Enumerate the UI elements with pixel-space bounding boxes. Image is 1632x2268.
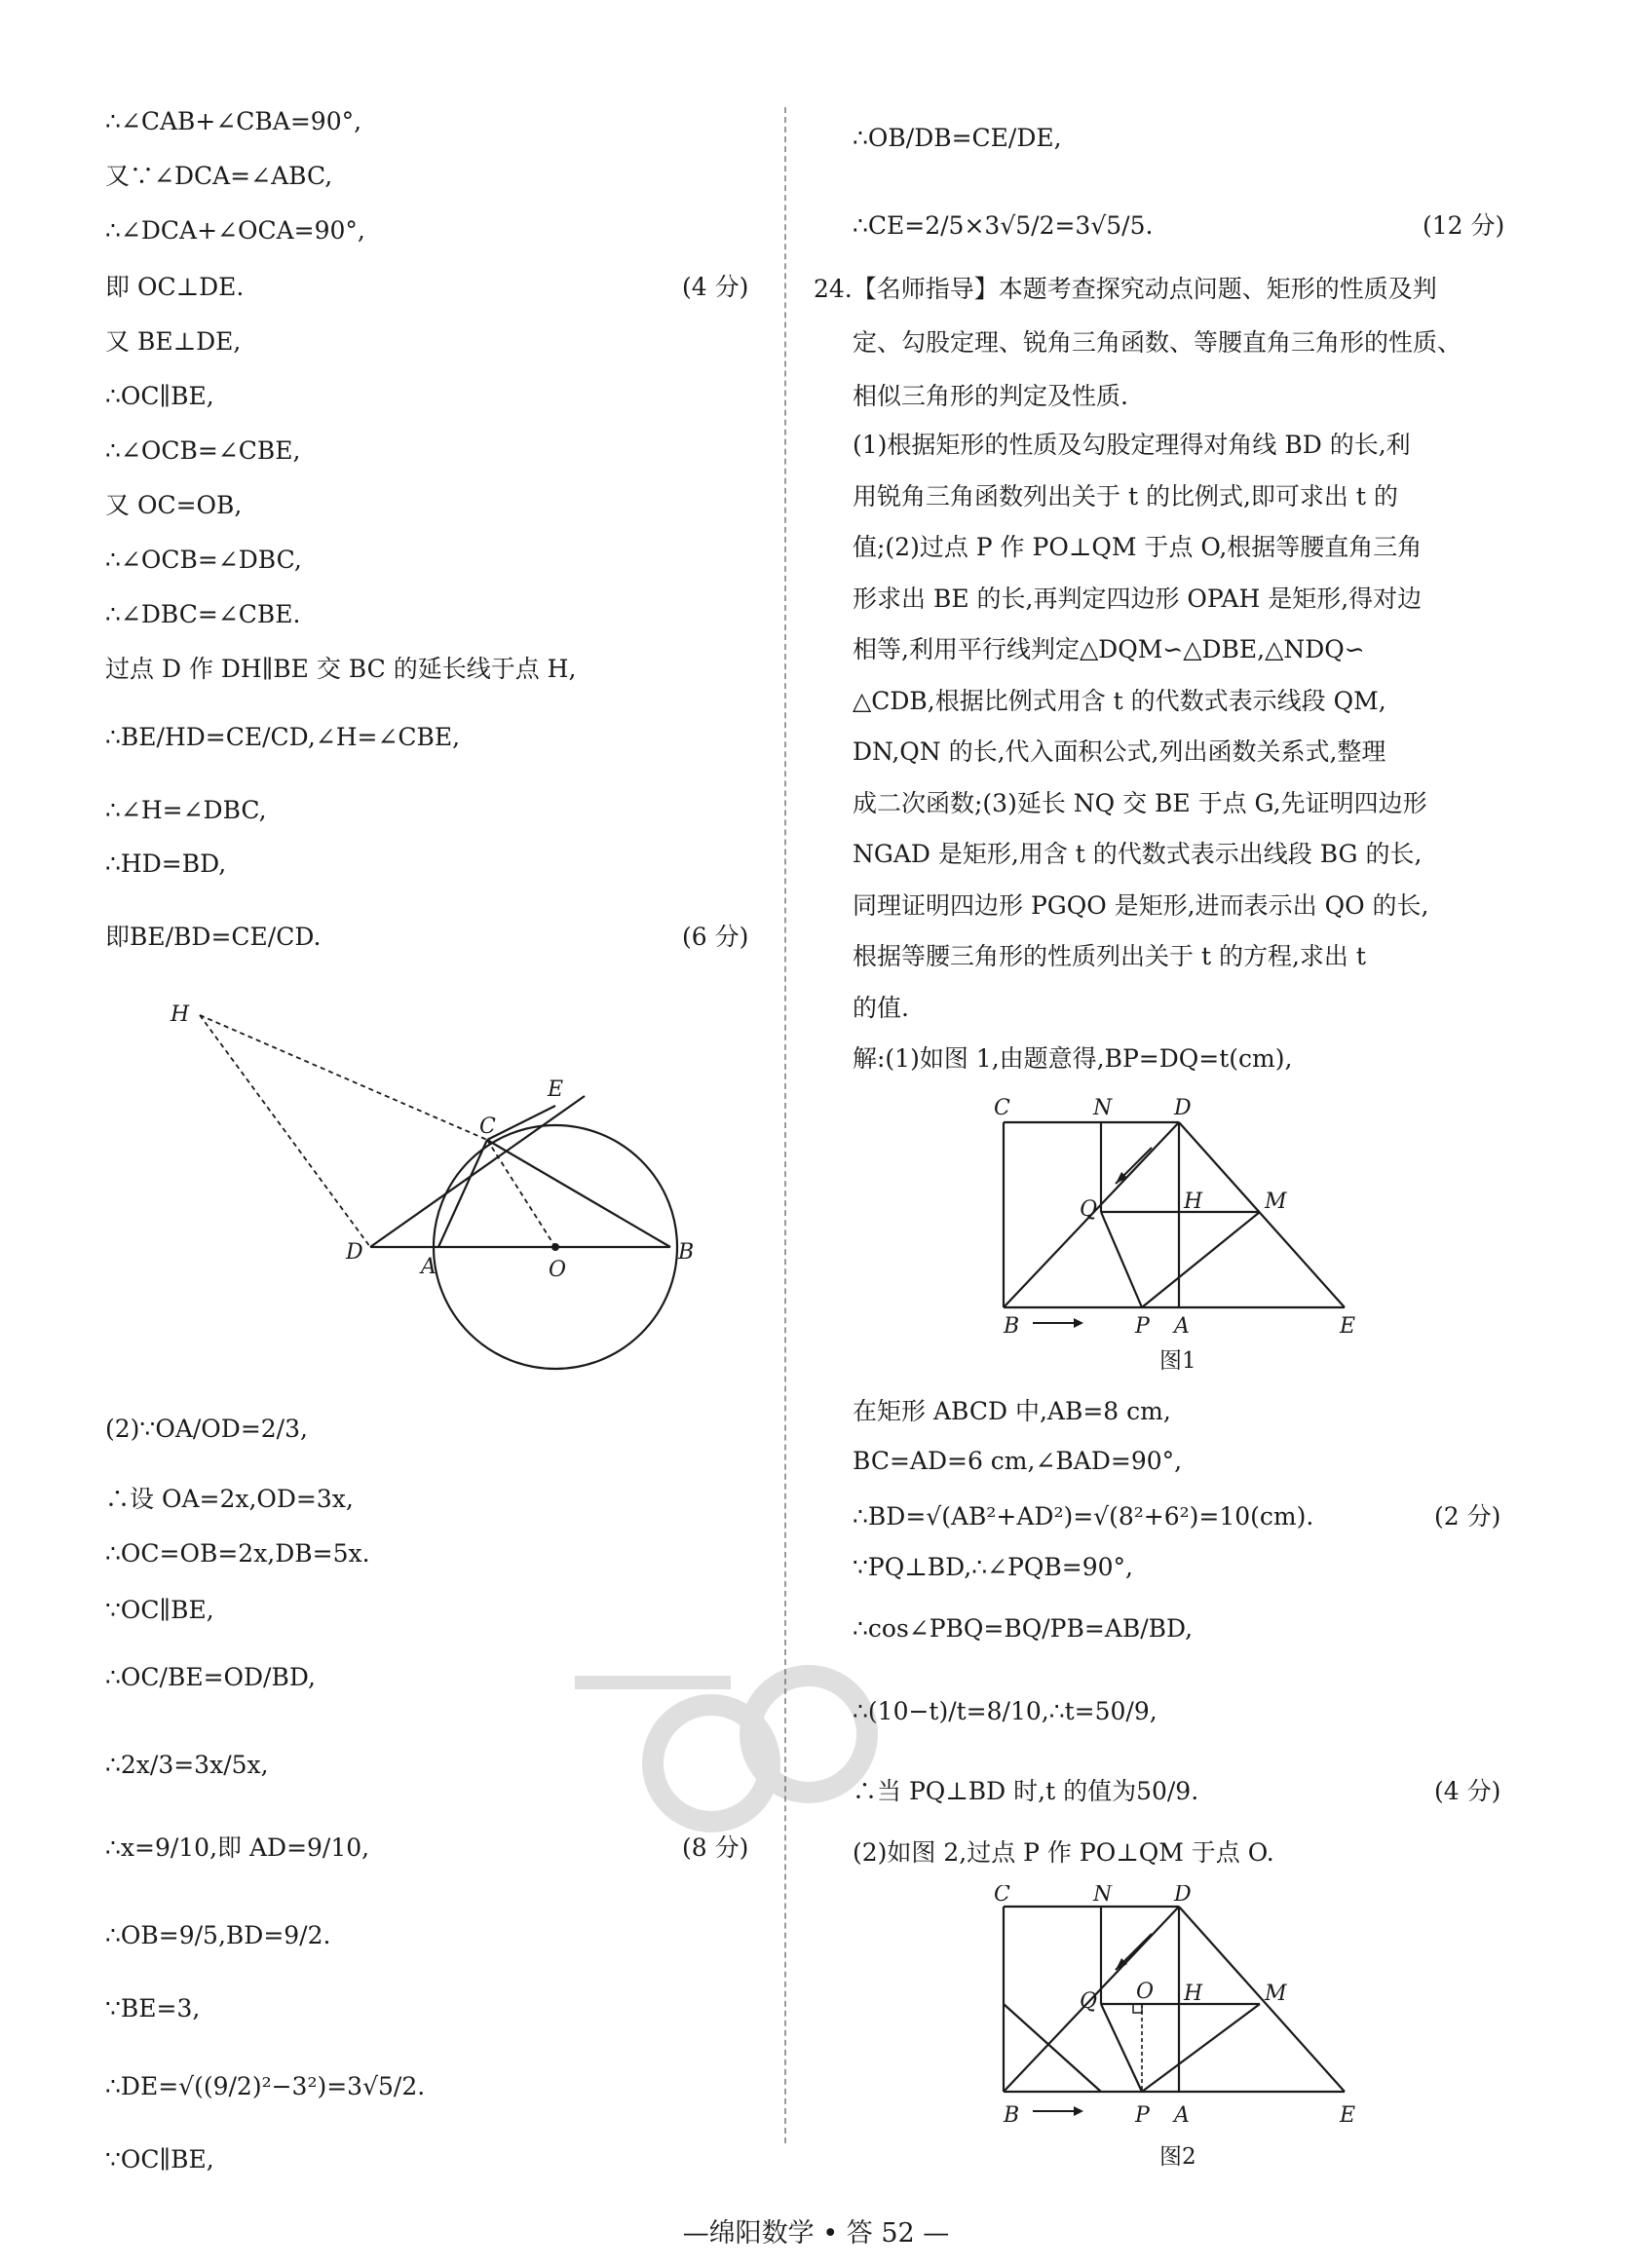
text-line: 定、勾股定理、锐角三角函数、等腰直角三角形的性质、: [853, 328, 1462, 357]
text-line: ∴∠DCA+∠OCA=90°,: [105, 216, 365, 245]
text-line: ∴BD=√(AB²+AD²)=√(8²+6²)=10(cm).: [853, 1502, 1314, 1531]
score-mark: (4 分): [1434, 1777, 1501, 1805]
point-label: B: [678, 1240, 695, 1265]
text-line: ∵PQ⊥BD,∴∠PQB=90°,: [853, 1553, 1133, 1581]
point-label: A: [421, 1255, 436, 1279]
text-line: ∴设 OA=2x,OD=3x,: [105, 1485, 354, 1513]
text-line: DN,QN 的长,代入面积公式,列出函数关系式,整理: [853, 737, 1386, 766]
point-label: C: [994, 1885, 1010, 1907]
point-label: M: [1265, 1190, 1287, 1214]
point-label: A: [1174, 2103, 1190, 2128]
text-line: ∴OC/BE=OD/BD,: [105, 1663, 316, 1691]
text-line: ∴OB/DB=CE/DE,: [853, 124, 1062, 152]
text-line: ∴(10−t)/t=8/10,∴t=50/9,: [853, 1697, 1158, 1725]
text-line: ∴BE/HD=CE/CD,∠H=∠CBE,: [105, 723, 461, 751]
text-line: ∴∠H=∠DBC,: [105, 796, 267, 824]
text-line: ∵OC∥BE,: [105, 1596, 214, 1624]
text-line: 成二次函数;(3)延长 NQ 交 BE 于点 G,先证明四边形: [853, 789, 1427, 817]
point-label: A: [1174, 1314, 1190, 1335]
text-line: 用锐角三角函数列出关于 t 的比例式,即可求出 t 的: [853, 482, 1398, 510]
figure-2: [974, 1885, 1403, 2138]
text-line: 在矩形 ABCD 中,AB=8 cm,: [853, 1397, 1171, 1425]
text-line: 即BE/BD=CE/CD.: [105, 923, 322, 951]
point-label: B: [1004, 1314, 1020, 1335]
circle-figure: [146, 984, 731, 1374]
text-line: 同理证明四边形 PGQO 是矩形,进而表示出 QO 的长,: [853, 891, 1429, 920]
point-label: C: [479, 1115, 496, 1139]
point-label: Q: [1080, 1197, 1098, 1222]
text-line: NGAD 是矩形,用含 t 的代数式表示出线段 BG 的长,: [853, 840, 1423, 868]
text-line: 的值.: [853, 994, 909, 1022]
point-label: P: [1135, 1314, 1150, 1335]
text-line: ∴当 PQ⊥BD 时,t 的值为50/9.: [853, 1777, 1199, 1805]
text-line: ∴OB=9/5,BD=9/2.: [105, 1921, 331, 1949]
text-line: ∴DE=√((9/2)²−3²)=3√5/2.: [105, 2072, 426, 2100]
text-line: ∵OC∥BE,: [105, 2145, 214, 2174]
text-line: ∴∠DBC=∠CBE.: [105, 600, 301, 628]
point-label: C: [994, 1096, 1010, 1120]
text-line: (2)∵OA/OD=2/3,: [105, 1415, 308, 1443]
text-line: ∵BE=3,: [105, 1994, 201, 2022]
figure-caption: 图1: [1159, 1348, 1196, 1374]
point-label: N: [1093, 1096, 1113, 1120]
text-line: 又 BE⊥DE,: [105, 327, 242, 356]
point-label: Q: [1080, 1989, 1098, 2014]
point-label: H: [1184, 1982, 1203, 2006]
point-label: D: [1174, 1885, 1192, 1907]
score-mark: (4 分): [682, 273, 749, 301]
text-line: 根据等腰三角形的性质列出关于 t 的方程,求出 t: [853, 942, 1366, 970]
text-line: 24.【名师指导】本题考查探究动点问题、矩形的性质及判: [814, 275, 1437, 303]
score-mark: (12 分): [1423, 211, 1505, 240]
text-line: ∴2x/3=3x/5x,: [105, 1751, 269, 1779]
text-line: ∴HD=BD,: [105, 850, 227, 878]
text-line: ∴OC=OB=2x,DB=5x.: [105, 1539, 370, 1568]
figure-caption: 图2: [1159, 2144, 1196, 2170]
text-line: 又 OC=OB,: [105, 491, 243, 519]
point-label: M: [1265, 1982, 1287, 2006]
text-line: ∴∠OCB=∠CBE,: [105, 436, 301, 465]
text-line: △CDB,根据比例式用含 t 的代数式表示线段 QM,: [853, 687, 1386, 715]
page-footer: —绵阳数学 • 答 52 —: [682, 2218, 950, 2249]
text-line: 相等,利用平行线判定△DQM∽△DBE,△NDQ∽: [853, 635, 1365, 663]
text-line: ∴cos∠PBQ=BQ/PB=AB/BD,: [853, 1614, 1194, 1643]
text-line: ∴∠CAB+∠CBA=90°,: [105, 107, 362, 135]
score-mark: (8 分): [682, 1833, 749, 1862]
text-line: 相似三角形的判定及性质.: [853, 382, 1128, 410]
point-label: P: [1135, 2103, 1150, 2128]
point-label: B: [1004, 2103, 1020, 2128]
text-line: 解:(1)如图 1,由题意得,BP=DQ=t(cm),: [853, 1044, 1293, 1073]
point-label: H: [1184, 1190, 1203, 1214]
text-line: 过点 D 作 DH∥BE 交 BC 的延长线于点 H,: [105, 655, 577, 683]
point-label: D: [346, 1240, 363, 1265]
text-line: ∴x=9/10,即 AD=9/10,: [105, 1833, 370, 1862]
point-label: E: [1340, 1314, 1356, 1335]
text-line: 形求出 BE 的长,再判定四边形 OPAH 是矩形,得对边: [853, 585, 1423, 613]
text-line: (1)根据矩形的性质及勾股定理得对角线 BD 的长,利: [853, 431, 1411, 459]
text-line: 即 OC⊥DE.: [105, 273, 245, 301]
text-line: 又∵∠DCA=∠ABC,: [105, 162, 333, 190]
text-line: ∴∠OCB=∠DBC,: [105, 546, 302, 574]
figure-1: [974, 1091, 1403, 1335]
point-label: E: [548, 1077, 564, 1102]
point-label: D: [1174, 1096, 1192, 1120]
score-mark: (6 分): [682, 923, 749, 951]
score-mark: (2 分): [1434, 1502, 1501, 1531]
point-label: E: [1340, 2103, 1356, 2128]
text-line: 值;(2)过点 P 作 PO⊥QM 于点 O,根据等腰直角三角: [853, 533, 1423, 561]
point-label: N: [1093, 1885, 1113, 1907]
point-label: O: [549, 1258, 567, 1282]
text-line: ∴OC∥BE,: [105, 382, 214, 410]
watermark-logo: [565, 1617, 974, 1851]
text-line: BC=AD=6 cm,∠BAD=90°,: [853, 1447, 1183, 1475]
text-line: (2)如图 2,过点 P 作 PO⊥QM 于点 O.: [853, 1838, 1274, 1867]
point-label: O: [1136, 1980, 1155, 2004]
text-line: ∴CE=2/5×3√5/2=3√5/5.: [853, 211, 1154, 240]
point-label: H: [171, 1002, 190, 1027]
